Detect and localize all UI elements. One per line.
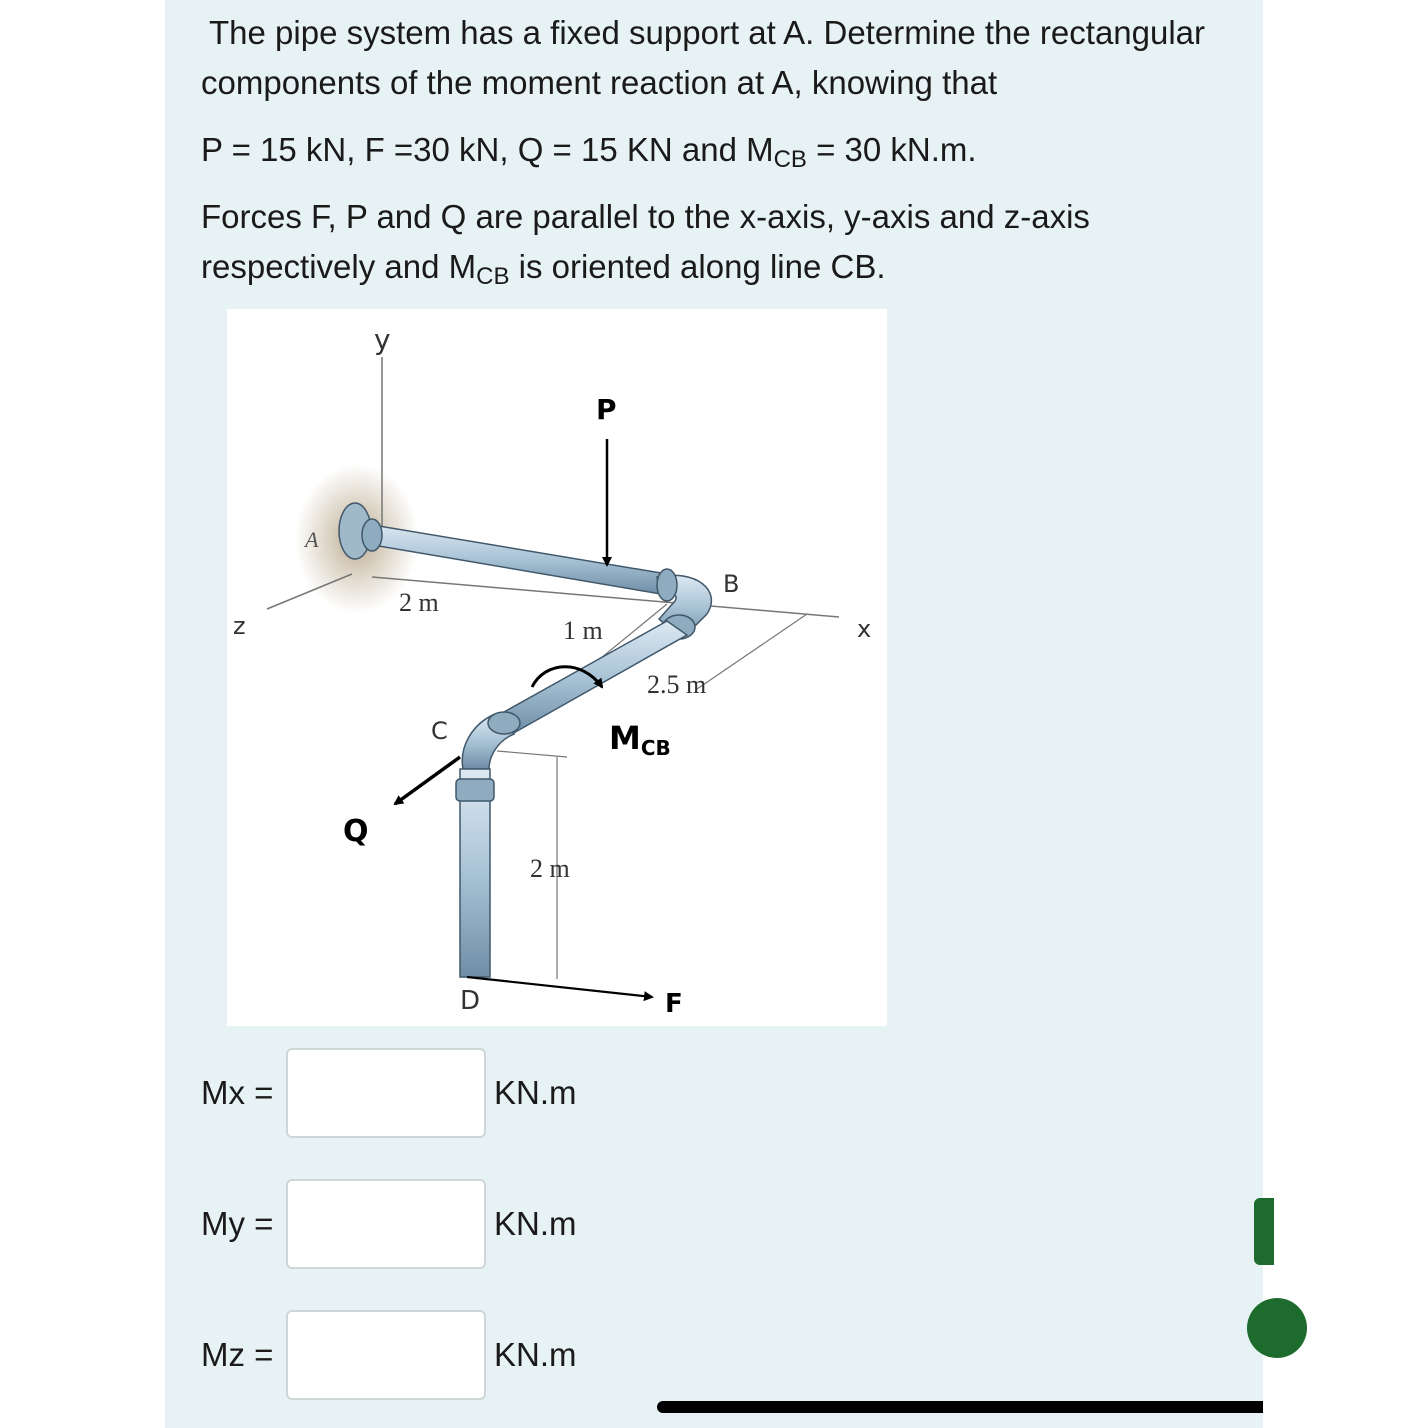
point-a-label: A (305, 527, 319, 552)
flange-a-hub (362, 519, 382, 551)
side-circle-button[interactable] (1247, 1298, 1307, 1358)
forces-description (201, 192, 1251, 292)
mx-input[interactable] (286, 1048, 486, 1138)
forces-suffix: is oriented along line CB. (509, 248, 886, 285)
coupling-d (456, 779, 494, 801)
force-q-arrow (395, 757, 460, 804)
answer-row-my (201, 1179, 701, 1269)
pipe-system-figure (227, 309, 887, 1026)
dim-line-c (497, 751, 567, 757)
moment-sub: CB (640, 736, 671, 760)
force-f-arrow (467, 977, 652, 997)
mz-unit: KN.m (494, 1336, 577, 1373)
x-axis-label: x (857, 615, 872, 643)
dim-2-5m: 2.5 m (647, 670, 707, 699)
pipe-diagram (227, 309, 887, 1026)
my-input[interactable] (286, 1179, 486, 1269)
given-suffix: = 30 kN.m. (806, 131, 977, 168)
forces-prefix: Forces F, P and Q are parallel to the x-axis, y-axis and z-axis respectively and M (201, 198, 1090, 285)
point-b-label: B (723, 570, 740, 598)
y-axis-label: y (374, 323, 391, 356)
mx-label: Mx = (201, 1074, 274, 1111)
given-sub: CB (773, 146, 807, 173)
force-f-label: F (665, 989, 683, 1019)
my-unit: KN.m (494, 1205, 577, 1242)
dim-2m-top: 2 m (399, 588, 439, 617)
point-c-label: C (431, 717, 448, 745)
answer-row-mx (201, 1048, 701, 1138)
forces-sub: CB (476, 263, 510, 290)
my-label: My = (201, 1205, 274, 1242)
moment-m: M (609, 719, 641, 757)
point-d-label: D (460, 986, 481, 1016)
mz-label: Mz = (201, 1336, 274, 1373)
force-q-label: Q (343, 814, 369, 849)
answer-row-mz (201, 1310, 701, 1400)
question-text: The pipe system has a fixed support at A. Determine the rectangular components of the moment reaction at A, knowing that (201, 14, 1206, 101)
z-axis-label: z (233, 612, 246, 640)
dim-line-2-5m (697, 614, 807, 689)
coupling-b1 (657, 569, 677, 601)
mx-unit: KN.m (494, 1074, 577, 1111)
dim-1m: 1 m (563, 616, 603, 645)
dim-2m-vertical: 2 m (530, 854, 570, 883)
moment-mcb-label (609, 719, 671, 760)
given-values (201, 125, 1251, 175)
coupling-c (488, 712, 520, 734)
force-p-label: P (596, 393, 617, 426)
side-tab-button[interactable] (1254, 1198, 1274, 1265)
given-prefix: P = 15 kN, F =30 kN, Q = 15 KN and M (201, 131, 774, 168)
mz-input[interactable] (286, 1310, 486, 1400)
home-indicator (657, 1401, 1263, 1413)
